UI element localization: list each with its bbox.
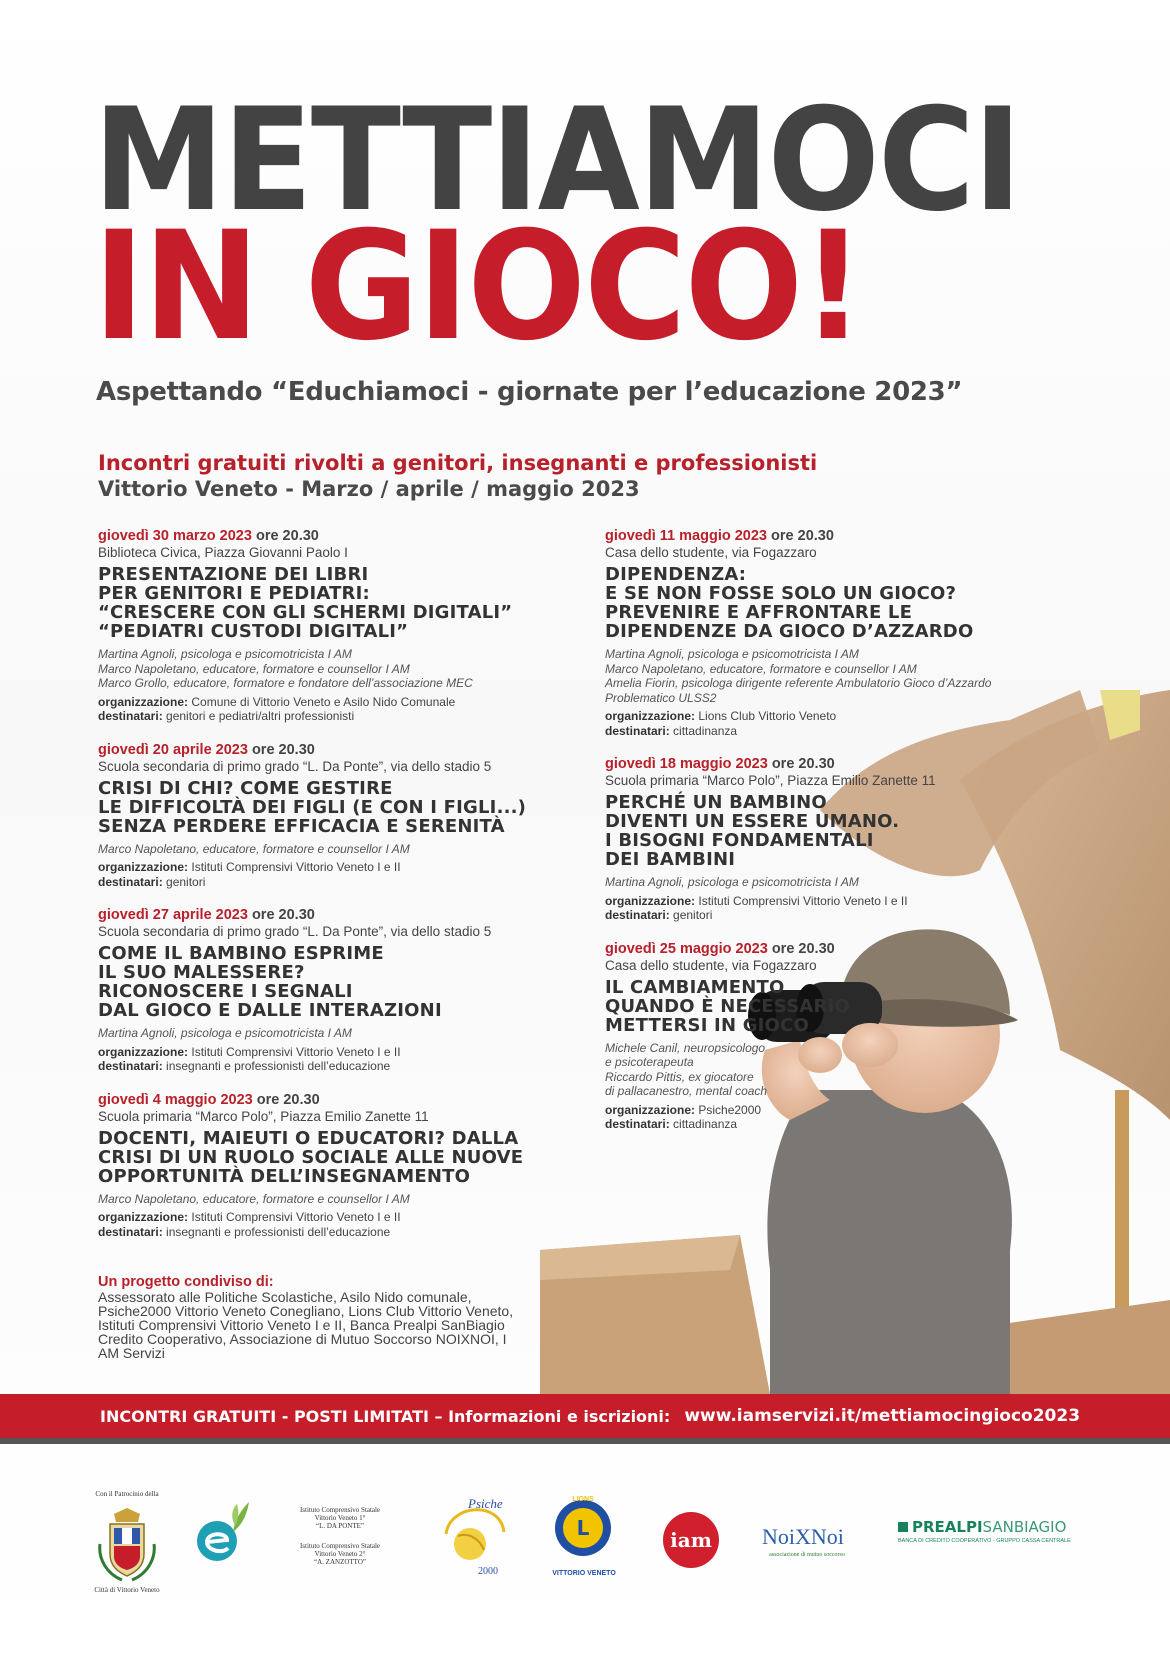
event-25-maggio <box>605 941 1045 1132</box>
intro-dates: Vittorio Veneto - Marzo / aprile / maggio 2023 <box>98 477 640 501</box>
event-audience: destinatari: insegnanti e professionisti dell’educazione <box>98 1224 391 1239</box>
event-title: PERCHÉ UN BAMBINO DIVENTI UN ESSERE UMANO. I BISOGNI FONDAMENTALI DEI BAMBINI <box>605 792 900 870</box>
event-speakers: Michele Canil, neuropsicologo e psicoterapeuta Riccardo Pittis, ex giocatore di pallacanestro, mental coach <box>605 1040 768 1098</box>
event-audience: destinatari: genitori <box>605 908 713 922</box>
event-place: Scuola secondaria di primo grado “L. Da Ponte”, via dello stadio 5 <box>98 758 492 774</box>
city-coat-of-arms-icon <box>92 1504 162 1584</box>
psiche-year: 2000 <box>478 1566 498 1577</box>
event-date: giovedì 18 maggio 2023 ore 20.30 <box>605 756 835 772</box>
event-11-maggio <box>605 528 1045 738</box>
project-partners <box>98 1274 518 1360</box>
svg-text:L: L <box>576 1516 590 1540</box>
noixnoi-subtitle: associazione di mutuo soccorso <box>769 1552 845 1558</box>
prealpi-mark-icon <box>898 1522 908 1532</box>
lions-subtitle: VITTORIO VENETO <box>552 1570 616 1577</box>
intro <box>98 451 817 501</box>
event-date: giovedì 30 marzo 2023 ore 20.30 <box>98 528 319 544</box>
event-date: giovedì 4 maggio 2023 ore 20.30 <box>98 1091 320 1108</box>
intro-audience: Incontri gratuiti rivolti a genitori, insegnanti e professionisti <box>98 451 818 475</box>
event-place: Biblioteca Civica, Piazza Giovanni Paolo I <box>98 545 348 560</box>
event-date: giovedì 27 aprile 2023 ore 20.30 <box>98 907 315 923</box>
event-organization: organizzazione: Comune di Vittorio Veneto e Asilo Nido Comunale <box>98 694 456 709</box>
events-right-column <box>605 528 1045 1152</box>
banner-text: INCONTRI GRATUITI - POSTI LIMITATI – Informazioni e iscrizioni: <box>100 1406 671 1426</box>
iam-logo: iam <box>663 1512 719 1568</box>
prealpi-wordmark: PREALPISANBIAGIO <box>912 1518 1067 1536</box>
patronage-label: Con il Patrocinio della <box>95 1490 159 1498</box>
event-30-marzo <box>98 528 568 724</box>
event-organization: organizzazione: Psiche2000 <box>605 1102 762 1117</box>
noixnoi-logo: NoiXNoi <box>762 1524 844 1549</box>
event-place: Scuola primaria “Marco Polo”, Piazza Emilio Zanette 11 <box>605 773 936 788</box>
event-audience: destinatari: genitori e pediatri/altri professionisti <box>98 709 355 723</box>
event-title: CRISI DI CHI? COME GESTIRE LE DIFFICOLTÀ DEI FIGLI (E CON I FIGLI...) SENZA PERDERE EFFICACIA E SERENITÀ <box>98 777 527 837</box>
event-audience: destinatari: cittadinanza <box>605 723 738 738</box>
lions-wordmark: LIONS <box>572 1496 594 1503</box>
subtitle: Aspettando “Educhiamoci - giornate per l’educazione 2023” <box>96 377 963 407</box>
event-date: giovedì 25 maggio 2023 ore 20.30 <box>605 940 835 957</box>
project-text: Assessorato alle Politiche Scolastiche, Asilo Nido comunale, Psiche2000 Vittorio Veneto Conegliano, Lions Club Vittorio Veneto, Istituti Comprensivi Vittorio Veneto I e II, Banca Prealpi SanBiagio Credito Cooperativo, Associazione di Mutuo Soccorso NOIXNOI, I AM Servizi <box>98 1289 514 1361</box>
event-title: PRESENTAZIONE DEI LIBRI PER GENITORI E PEDIATRI: “CRESCERE CON GLI SCHERMI DIGITALI” “PEDIATRI CUSTODI DIGITALI” <box>98 564 513 642</box>
divider <box>0 1438 1170 1444</box>
event-18-maggio <box>605 756 1045 923</box>
asilo-nido-logo-icon <box>193 1496 253 1566</box>
events-left-column <box>98 528 568 1259</box>
event-title: IL CAMBIAMENTO QUANDO È NECESSARIO METTERSI IN GIOCO <box>605 976 851 1036</box>
sponsor-logos <box>0 1480 1170 1600</box>
event-place: Scuola secondaria di primo grado “L. Da Ponte”, via dello stadio 5 <box>98 924 492 939</box>
event-organization: organizzazione: Istituti Comprensivi Vittorio Veneto I e II <box>98 1044 401 1059</box>
event-organization: organizzazione: Istituti Comprensivi Vittorio Veneto I e II <box>98 1210 401 1224</box>
info-banner <box>0 1394 1170 1438</box>
event-place: Casa dello studente, via Fogazzaro <box>605 545 817 560</box>
event-speakers: Martina Agnoli, psicologa e psicomotricista I AM Marco Napoletano, educatore, formatore e counsellor I AM Amelia Fiorin, psicologa dirigente referente Ambulatorio Gioco d’Azzardo Problematico ULSS2 <box>605 647 992 705</box>
prealpi-subtitle: BANCA DI CREDITO COOPERATIVO - GRUPPO CASSA CENTRALE <box>898 1538 1071 1544</box>
event-date: giovedì 11 maggio 2023 ore 20.30 <box>605 528 834 544</box>
event-speakers: Marco Napoletano, educatore, formatore e counsellor I AM <box>98 841 410 856</box>
lions-club-logo-icon <box>552 1494 614 1566</box>
title-line-2: IN GIOCO! <box>93 200 864 374</box>
city-name: Città di Vittorio Veneto <box>94 1586 160 1594</box>
event-4-maggio <box>98 1092 568 1240</box>
event-speakers: Martina Agnoli, psicologa e psicomotricista I AM Marco Napoletano, educatore, formatore e counsellor I AM Marco Grollo, educatore, formatore e fondatore dell’associazione MEC <box>98 647 473 690</box>
event-audience: destinatari: genitori <box>98 874 206 889</box>
event-speakers: Martina Agnoli, psicologa e psicomotricista I AM <box>605 875 859 889</box>
event-title: DOCENTI, MAIEUTI O EDUCATORI? DALLA CRISI DI UN RUOLO SOCIALE ALLE NUOVE OPPORTUNITÀ DELL’INSEGNAMENTO <box>98 1127 524 1187</box>
event-organization: organizzazione: Istituti Comprensivi Vittorio Veneto I e II <box>605 893 908 908</box>
event-organization: organizzazione: Lions Club Vittorio Veneto <box>605 709 837 723</box>
event-27-aprile <box>98 907 568 1074</box>
project-heading: Un progetto condiviso di: <box>98 1274 274 1290</box>
event-date: giovedì 20 aprile 2023 ore 20.30 <box>98 741 315 758</box>
school-1-logo: Istituto Comprensivo Statale Vittorio Veneto 1° “L. DA PONTE” <box>299 1506 381 1530</box>
event-title: COME IL BAMBINO ESPRIME IL SUO MALESSERE? RICONOSCERE I SEGNALI DAL GIOCO E DALLE INTERAZIONI <box>98 943 442 1021</box>
event-organization: organizzazione: Istituti Comprensivi Vittorio Veneto I e II <box>98 860 401 874</box>
psiche-wordmark: Psiche <box>468 1496 503 1511</box>
event-place: Casa dello studente, via Fogazzaro <box>605 957 817 973</box>
event-speakers: Marco Napoletano, educatore, formatore e counsellor I AM <box>98 1191 410 1206</box>
school-2-logo: Istituto Comprensivo Statale Vittorio Veneto 2° “A. ZANZOTTO” <box>299 1542 381 1566</box>
title-line-1: METTIAMOCI <box>93 78 1021 243</box>
event-audience: destinatari: insegnanti e professionisti dell’educazione <box>98 1059 391 1073</box>
event-speakers: Martina Agnoli, psicologa e psicomotricista I AM <box>98 1026 352 1040</box>
event-audience: destinatari: cittadinanza <box>605 1117 738 1131</box>
event-title: DIPENDENZA: E SE NON FOSSE SOLO UN GIOCO? PREVENIRE E AFFRONTARE LE DIPENDENZE DA GIOCO D’AZZARDO <box>605 564 974 642</box>
event-place: Scuola primaria “Marco Polo”, Piazza Emilio Zanette 11 <box>98 1108 429 1124</box>
registration-link[interactable]: www.iamservizi.it/mettiamocingioco2023 <box>684 1406 1081 1426</box>
event-20-aprile <box>98 742 568 890</box>
